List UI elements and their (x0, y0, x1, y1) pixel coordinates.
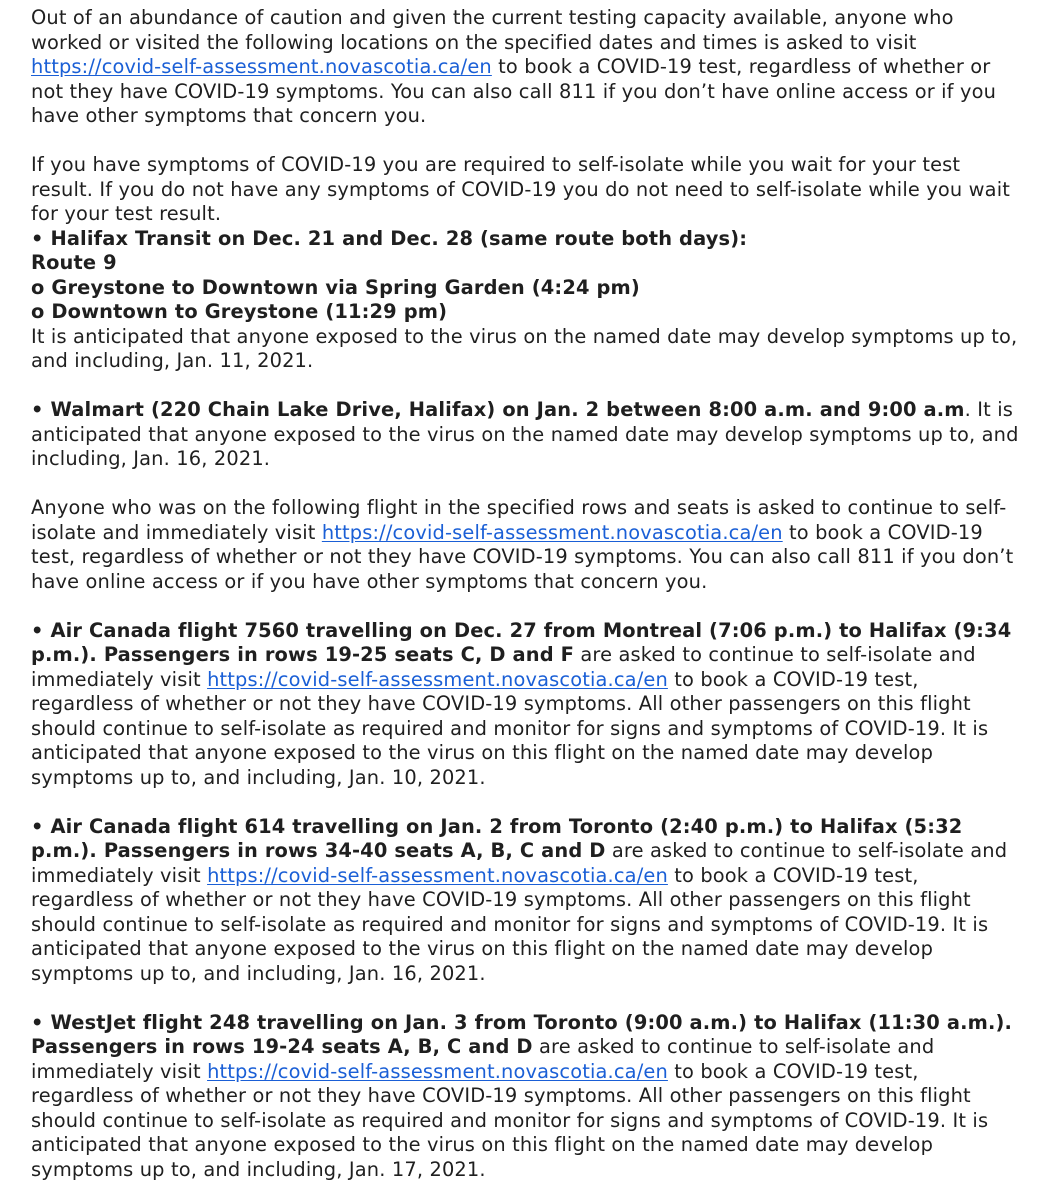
paragraph-gap (31, 374, 1021, 399)
transit-heading-text: • Halifax Transit on Dec. 21 and Dec. 28 (same route both days): (31, 226, 748, 250)
transit-route-text: Route 9 (31, 251, 117, 274)
paragraph-gap (31, 129, 1021, 154)
flight-intro-paragraph (31, 496, 1021, 594)
transit-note: It is anticipated that anyone exposed to the virus on the named date may develop symptoms up to, and including, Jan. 11, 2021. (31, 324, 1018, 372)
flight-text-continued: to book a COVID-19 test, regardless of whether or not they have COVID-19 symptoms. All other passengers on this flight should continue to self-isolate as required and monitor for signs and symptoms of COVID-19. It is anticipated that anyone exposed to the virus on this flight on the named date may develop symptoms up to, and including, Jan. 16, 2021. (31, 863, 989, 985)
self-assessment-link[interactable]: https://covid-self-assessment.novascotia.ca/en (207, 863, 668, 887)
walmart-note: . It is anticipated that anyone exposed to the virus on the named date may develop symptoms up to, and including, Jan. 16, 2021. (31, 398, 1019, 470)
flight-heading: • Air Canada flight 614 travelling on Jan. 2 from Toronto (2:40 p.m.) to Halifax (5:32 p.m.). Passengers in rows 34-40 seats A, B, C and D (31, 814, 963, 862)
intro-paragraph (31, 6, 1021, 129)
flight-intro-text: Anyone who was on the following flight in the specified rows and seats is asked to continue to self-isolate and immediately visit (31, 496, 1007, 544)
self-assessment-link[interactable]: https://covid-self-assessment.novascotia.ca/en (31, 55, 492, 78)
flight-text: are asked to continue to self-isolate and immediately visit (31, 1035, 935, 1083)
flight-intro-text-continued: to book a COVID-19 test, regardless of whether or not they have COVID-19 symptoms. You can also call 811 if you don’t have online access or if you have other symptoms that concern you. (31, 520, 1014, 593)
isolation-note: If you have symptoms of COVID-19 you are required to self-isolate while you wait for your test result. If you do not have any symptoms of COVID-19 you do not need to self-isolate while you wait for your test result. (31, 153, 1010, 225)
flight-exposure (31, 815, 1021, 987)
walmart-exposure (31, 398, 1021, 472)
flight-exposure (31, 1011, 1021, 1183)
advisory-document (31, 6, 1021, 1182)
flight-text-continued: to book a COVID-19 test, regardless of whether or not they have COVID-19 symptoms. All other passengers on this flight should continue to self-isolate as required and monitor for signs and symptoms of COVID-19. It is anticipated that anyone exposed to the virus on this flight on the named date may develop symptoms up to, and including, Jan. 17, 2021. (31, 1059, 989, 1181)
walmart-heading: • Walmart (220 Chain Lake Drive, Halifax) on Jan. 2 between 8:00 a.m. and 9:00 a.m (31, 398, 965, 421)
transit-stop (31, 300, 1021, 325)
flight-heading: • WestJet flight 248 travelling on Jan. 3 from Toronto (9:00 a.m.) to Halifax (11:30 a.m.). Passengers in rows 19-24 seats A, B, C and D (31, 1010, 1012, 1058)
transit-route (31, 251, 1021, 276)
flight-heading: • Air Canada flight 7560 travelling on Dec. 27 from Montreal (7:06 p.m.) to Halifax (9:34 p.m.). Passengers in rows 19-25 seats C, D and F (31, 618, 1012, 666)
transit-stop-text: o Downtown to Greystone (11:29 pm) (31, 300, 448, 323)
paragraph-gap (31, 790, 1021, 815)
paragraph-gap (31, 594, 1021, 619)
flight-text-continued: to book a COVID-19 test, regardless of whether or not they have COVID-19 symptoms. All other passengers on this flight should continue to self-isolate as required and monitor for signs and symptoms of COVID-19. It is anticipated that anyone exposed to the virus on this flight on the named date may develop symptoms up to, and including, Jan. 10, 2021. (31, 667, 989, 789)
paragraph-gap (31, 472, 1021, 497)
intro-text-continued: to book a COVID-19 test, regardless of whether or not they have COVID-19 symptoms. You can also call 811 if you don’t have online access or if you have other symptoms that concern you. (31, 55, 997, 127)
self-assessment-link[interactable]: https://covid-self-assessment.novascotia.ca/en (207, 667, 668, 691)
self-assessment-link[interactable]: https://covid-self-assessment.novascotia.ca/en (321, 520, 783, 544)
self-assessment-link[interactable]: https://covid-self-assessment.novascotia.ca/en (207, 1059, 668, 1083)
transit-stop-text: o Greystone to Downtown via Spring Garden (4:24 pm) (31, 275, 640, 299)
flight-exposure (31, 619, 1021, 791)
flight-text: are asked to continue to self-isolate and immediately visit (31, 643, 976, 691)
intro-text: Out of an abundance of caution and given the current testing capacity available, anyone who worked or visited the following locations on the specified dates and times is asked to visit (31, 6, 954, 54)
transit-stop (31, 276, 1021, 301)
paragraph-gap (31, 986, 1021, 1011)
transit-heading (31, 227, 1021, 252)
flight-text: are asked to continue to self-isolate and immediately visit (31, 839, 1008, 887)
